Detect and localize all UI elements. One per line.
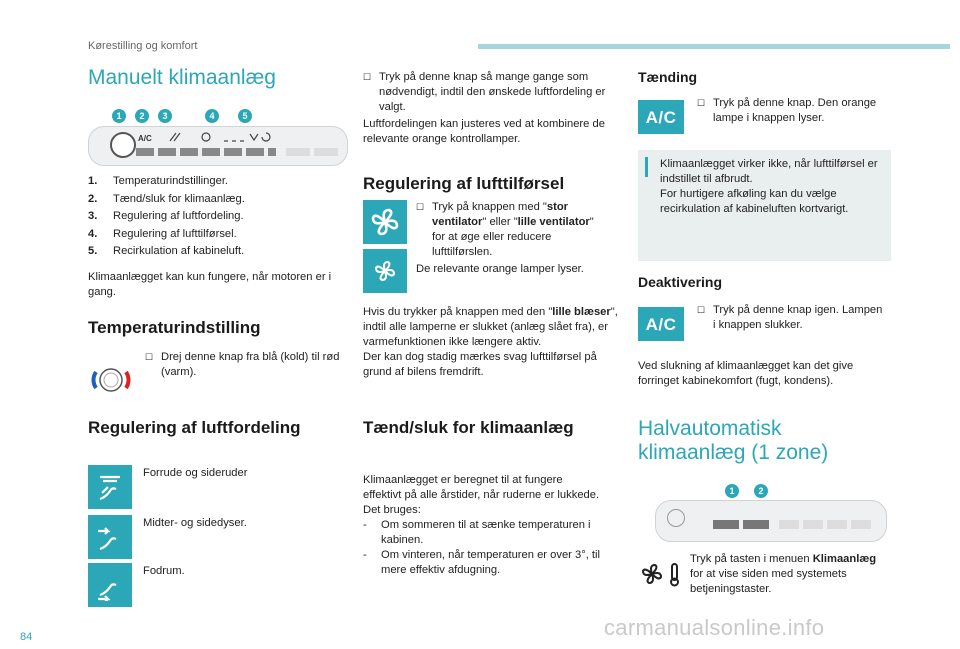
semi-panel-figure	[655, 482, 889, 546]
off-bullet: ☐ Tryk på denne knap igen. Lampen i knappen slukker.	[697, 304, 883, 331]
dist-item-footwell: Fodrum.	[143, 565, 185, 577]
semi-callout-1: 1	[725, 484, 739, 498]
temperature-dial-icon	[88, 362, 134, 396]
ac-off-button-icon: A/C	[638, 307, 684, 341]
callout-1: 1	[112, 109, 126, 123]
onoff-title: Tænd/sluk for klimaanlæg	[363, 418, 574, 437]
on-bullet: ☐ Tryk på denne knap. Den orange lampe i knappen lyser.	[697, 97, 877, 124]
dist-bullet: ☐ Tryk på denne knap så mange gange som nødvendigt, indtil den ønskede luftfordeling er valgt.	[363, 71, 606, 113]
dist-item-windscreen: Forrude og sideruder	[143, 467, 248, 479]
button-strip-right	[286, 148, 338, 156]
list-item: 5. Recirkulation af kabineluft.	[88, 245, 245, 257]
semi-button-strip	[713, 520, 773, 529]
dist-title: Regulering af luftfordeling	[88, 418, 301, 437]
dist-text: Luftfordelingen kan justeres ved at kombinere de relevante orange kontrollamper.	[363, 118, 605, 145]
onoff-paragraph: Klimaanlægget er beregnet til at fungere effektivt på alle årstider, når ruderne er lukkede. Det bruges: - Om sommeren til at sænke temperaturen i kabinen. - Om vinteren, når temperaturen er over 3°, til mere effektiv afdugning.	[363, 473, 603, 578]
callout-2: 2	[135, 109, 149, 123]
watermark: carmanualsonline.info	[604, 615, 825, 640]
semi-knob-icon	[667, 509, 685, 527]
semi-callout-2: 2	[754, 484, 768, 498]
vents-distribution-icon	[88, 515, 132, 559]
menu-text: Tryk på tasten i menuen Klimaanlæg for at vise siden med systemets betjeningstaster.	[690, 553, 877, 595]
air-bullet: ☐ Tryk på knappen med "stor ventilator" eller "lille ventilator" for at øge eller reducere lufttilførslen.	[416, 201, 594, 258]
fan-paragraph: Hvis du trykker på knappen med den "lille blæser", indtil alle lamperne er slukket (anlæg slået fra), er varmefunktionen ikke længere aktiv. Der kan dog stadig mærkes svag lufttilførsel på grund af bilens fremdrift.	[363, 306, 618, 378]
list-item: 3. Regulering af luftfordeling.	[88, 210, 244, 222]
used-item: - Om sommeren til at sænke temperaturen i kabinen.	[363, 519, 591, 546]
small-fan-icon	[363, 249, 407, 293]
off-title: Deaktivering	[638, 274, 723, 290]
list-item: 4. Regulering af lufttilførsel.	[88, 227, 237, 240]
panel-symbols-icon	[166, 130, 276, 144]
on-title: Tænding	[638, 69, 698, 85]
air-title: Regulering af lufttilførsel	[363, 174, 565, 193]
callout-4: 4	[205, 109, 219, 123]
page-number: 84	[20, 631, 33, 643]
control-list	[88, 174, 348, 262]
semi-title-line1: Halvautomatisk	[638, 417, 782, 440]
manual-panel-figure	[88, 106, 350, 168]
engine-note: Klimaanlægget kan kun fungere, når motoren er i gang.	[88, 271, 332, 298]
off-text: Ved slukning af klimaanlægget kan det give forringet kabinekomfort (fugt, kondens).	[638, 360, 854, 387]
air-text: De relevante orange lamper lyser.	[416, 263, 584, 275]
semi-button-strip-right	[779, 520, 875, 529]
ac-on-button-icon: A/C	[638, 100, 684, 134]
list-item: 2. Tænd/sluk for klimaanlæg.	[88, 192, 245, 205]
climate-menu-icon	[640, 560, 684, 588]
callout-3: 3	[158, 109, 172, 123]
callout-5: 5	[238, 109, 252, 123]
temp-bullet: ☐ Drej denne knap fra blå (kold) til rød (varm).	[145, 351, 340, 378]
list-item: 1. Temperaturindstillinger.	[88, 175, 229, 187]
temp-title: Temperaturindstilling	[88, 318, 261, 337]
ac-mini-label: A/C	[138, 134, 152, 143]
temperature-knob-icon	[110, 132, 136, 158]
dist-item-vents: Midter- og sidedyser.	[143, 517, 247, 529]
manual-ac-title: Manuelt klimaanlæg	[88, 66, 276, 89]
windscreen-distribution-icon	[88, 465, 132, 509]
used-item: - Om vinteren, når temperaturen er over 3°, til mere effektiv afdugning.	[363, 549, 600, 576]
header-bar	[478, 44, 950, 49]
semi-title-line2: klimaanlæg (1 zone)	[638, 441, 829, 464]
button-strip	[136, 148, 276, 156]
info-icon	[645, 157, 648, 177]
section-header: Kørestilling og komfort	[88, 40, 198, 52]
large-fan-icon	[363, 200, 407, 244]
info-text: Klimaanlægget virker ikke, når lufttilførsel er indstillet til afbrudt. For hurtigere afkøling kan du vælge recirkulation af kabineluften kortvarigt.	[660, 158, 878, 215]
footwell-distribution-icon	[88, 563, 132, 607]
